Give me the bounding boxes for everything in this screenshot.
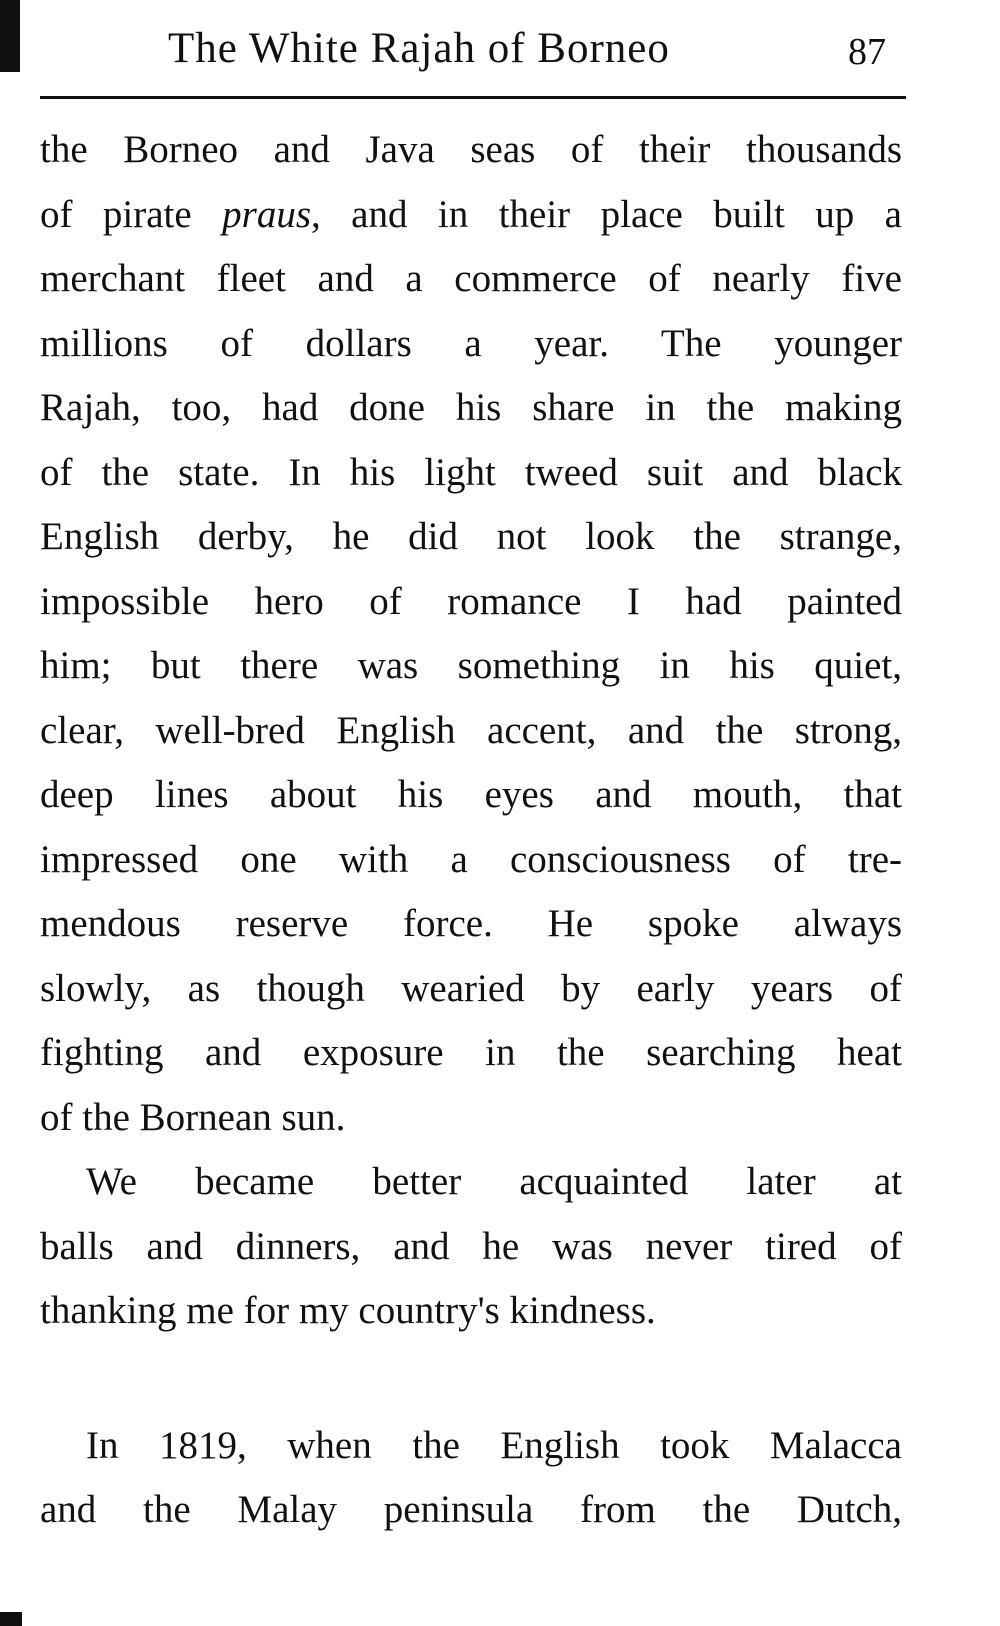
text-line: Rajah, too, had done his share in the making [40, 386, 902, 429]
text-line: We became better acquainted later at [86, 1160, 902, 1203]
text-line: of the state. In his light tweed suit and black [40, 450, 902, 494]
text-line [40, 183, 902, 248]
text-span: of pirate [40, 192, 223, 236]
text-line: impossible hero of romance I had painted [40, 579, 902, 623]
text-line: balls and dinners, and he was never tired of [40, 1224, 902, 1268]
text-line: deep lines about his eyes and mouth, that [40, 773, 902, 816]
paragraph-1 [40, 118, 902, 1150]
text-line: thanking me for my country's kindness. [40, 1289, 656, 1332]
text-line: impressed one with a consciousness of tre- [40, 837, 902, 881]
header-rule [40, 96, 906, 99]
text-line: and the Malay peninsula from the Dutch, [40, 1488, 902, 1531]
paragraph-3 [40, 1414, 902, 1543]
page-body [40, 118, 902, 1543]
text-line: of the Bornean sun. [40, 1095, 346, 1139]
text-line: merchant fleet and a commerce of nearly five [40, 257, 902, 300]
text-line: In 1819, when the English took Malacca [86, 1423, 902, 1467]
running-head [0, 20, 1000, 80]
text-line: millions of dollars a year. The younger [40, 321, 902, 365]
section-gap [40, 1344, 902, 1414]
text-line: English derby, he did not look the strange, [40, 515, 902, 558]
text-line: fighting and exposure in the searching heat [40, 1031, 902, 1074]
text-line: him; but there was something in his quiet, [40, 644, 902, 687]
italic-word-praus: praus [222, 192, 311, 236]
text-line: mendous reserve force. He spoke always [40, 902, 902, 945]
text-line: the Borneo and Java seas of their thousands [40, 128, 902, 171]
text-line: slowly, as though wearied by early years of [40, 966, 902, 1010]
scan-bottom-mark [0, 1612, 22, 1626]
running-title: The White Rajah of Borneo [168, 25, 670, 72]
text-span: , and in their place built up a [311, 192, 902, 236]
text-line: clear, well-bred English accent, and the strong, [40, 708, 902, 752]
top-scan-marks [0, 0, 1000, 8]
paragraph-2 [40, 1150, 902, 1344]
page-number: 87 [848, 31, 886, 73]
